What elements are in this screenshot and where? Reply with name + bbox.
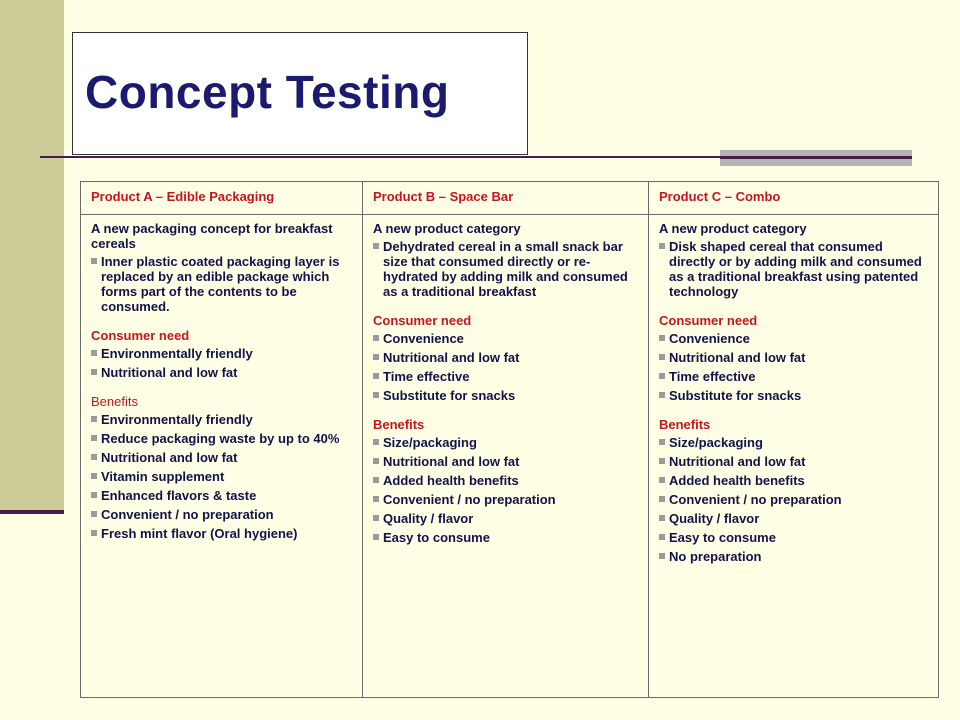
list-item: Substitute for snacks (373, 388, 638, 403)
slide-title: Concept Testing (85, 66, 450, 118)
product-b-need-label: Consumer need (373, 313, 472, 328)
product-b-intro-list (373, 239, 638, 299)
product-b-needs-list (373, 331, 638, 403)
list-item: Added health benefits (373, 473, 638, 488)
product-b-intro: A new product category (373, 221, 521, 236)
product-c-intro: A new product category (659, 221, 807, 236)
list-item: Environmentally friendly (91, 412, 352, 427)
list-item: Convenient / no preparation (659, 492, 928, 507)
list-item: Inner plastic coated packaging layer is replaced by an edible package which forms part of the contents to be consumed. (91, 254, 352, 314)
list-item: Disk shaped cereal that consumed directly or by adding milk and consumed as a traditional breakfast using patented technology (659, 239, 928, 299)
product-c-cell (649, 215, 939, 698)
list-item: Nutritional and low fat (659, 350, 928, 365)
list-item: Nutritional and low fat (373, 350, 638, 365)
product-c-benefits-list (659, 435, 928, 564)
product-a-intro: A new packaging concept for breakfast cereals (91, 221, 333, 251)
list-item: Nutritional and low fat (91, 365, 352, 380)
list-item: Environmentally friendly (91, 346, 352, 361)
sidebar-decoration (0, 0, 64, 510)
list-item: Dehydrated cereal in a small snack bar size that consumed directly or re-hydrated by adding milk and consumed as a traditional breakfast (373, 239, 638, 299)
product-a-benefits-list (91, 412, 352, 541)
list-item: Vitamin supplement (91, 469, 352, 484)
rule-accent-block (720, 150, 912, 166)
list-item: Reduce packaging waste by up to 40% (91, 431, 352, 446)
header-product-c: Product C – Combo (649, 182, 939, 215)
list-item: Nutritional and low fat (373, 454, 638, 469)
product-c-needs-list (659, 331, 928, 403)
list-item: No preparation (659, 549, 928, 564)
product-c-need-label: Consumer need (659, 313, 758, 328)
list-item: Convenient / no preparation (91, 507, 352, 522)
product-c-intro-list (659, 239, 928, 299)
product-b-benefits-label: Benefits (373, 417, 425, 432)
list-item: Enhanced flavors & taste (91, 488, 352, 503)
list-item: Easy to consume (373, 530, 638, 545)
sidebar-underline (0, 510, 64, 514)
list-item: Time effective (659, 369, 928, 384)
list-item: Convenience (373, 331, 638, 346)
header-product-a: Product A – Edible Packaging (81, 182, 363, 215)
product-a-cell (81, 215, 363, 698)
product-b-cell (363, 215, 649, 698)
list-item: Convenient / no preparation (373, 492, 638, 507)
list-item: Fresh mint flavor (Oral hygiene) (91, 526, 352, 541)
product-a-intro-list (91, 254, 352, 314)
list-item: Added health benefits (659, 473, 928, 488)
table-body-row (81, 215, 939, 698)
list-item: Easy to consume (659, 530, 928, 545)
list-item: Time effective (373, 369, 638, 384)
list-item: Quality / flavor (373, 511, 638, 526)
product-a-needs-list (91, 346, 352, 380)
header-product-b: Product B – Space Bar (363, 182, 649, 215)
table-header-row (81, 182, 939, 215)
list-item: Quality / flavor (659, 511, 928, 526)
title-box (72, 32, 528, 155)
list-item: Convenience (659, 331, 928, 346)
product-b-benefits-list (373, 435, 638, 545)
product-c-benefits-label: Benefits (659, 417, 711, 432)
list-item: Nutritional and low fat (659, 454, 928, 469)
concepts-table (80, 181, 939, 698)
list-item: Size/packaging (373, 435, 638, 450)
product-a-benefits-label: Benefits (91, 394, 138, 409)
list-item: Substitute for snacks (659, 388, 928, 403)
list-item: Size/packaging (659, 435, 928, 450)
list-item: Nutritional and low fat (91, 450, 352, 465)
product-a-need-label: Consumer need (91, 328, 190, 343)
